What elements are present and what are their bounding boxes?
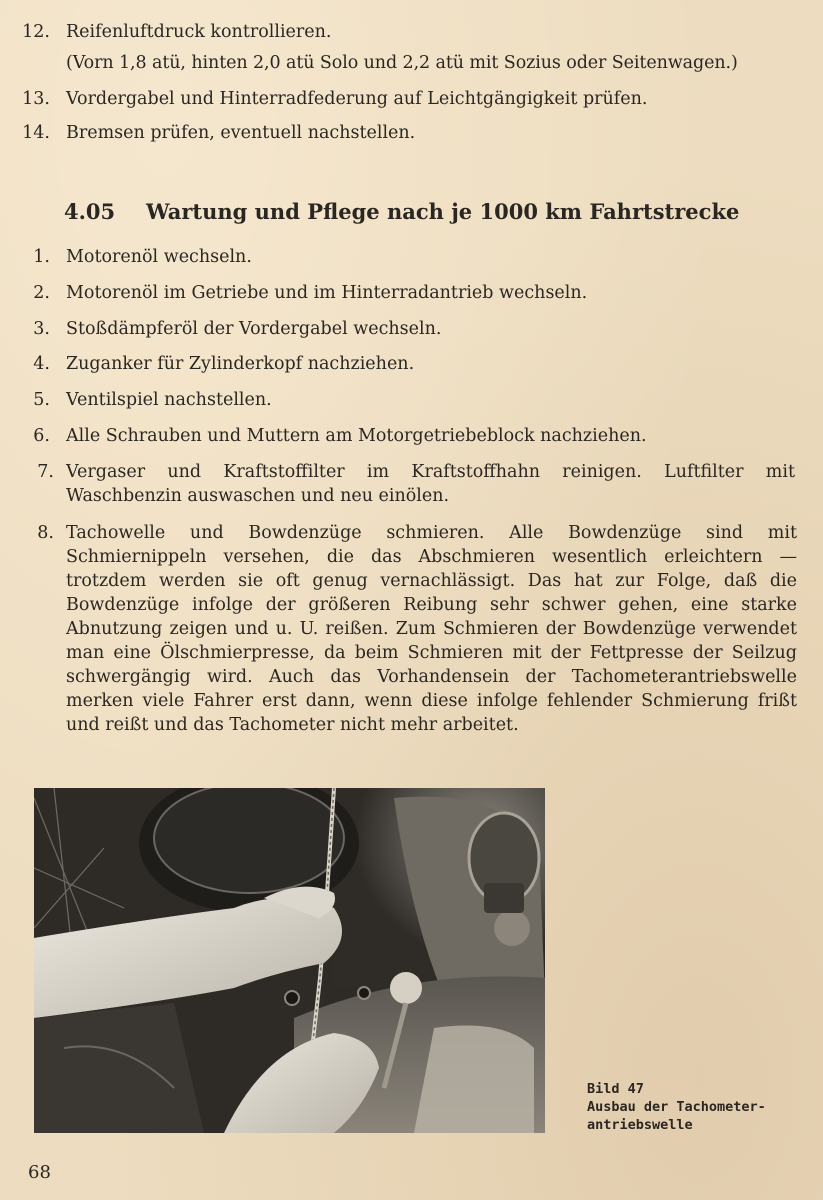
list-text: Ventilspiel nachstellen. xyxy=(66,390,272,410)
photo-image xyxy=(34,788,545,1133)
list-number: 13. xyxy=(22,89,50,109)
list-text: Alle Schrauben und Muttern am Motorgetriebeblock nachziehen. xyxy=(66,426,647,446)
page-number: 68 xyxy=(28,1162,51,1183)
photo-speedometer-cable-removal xyxy=(34,788,545,1133)
list-number: 7. xyxy=(37,462,54,482)
figure-label: Bild 47 xyxy=(587,1081,644,1097)
list-text: Vordergabel und Hinterradfederung auf Leichtgängigkeit prüfen. xyxy=(66,89,648,109)
list-text: Tachowelle und Bowdenzüge schmieren. Alle Bowdenzüge sind mit Schmiernippeln versehen, die das Abschmieren wesentlich erleichtern — trotzdem werden sie oft genug vernachlässigt. Das hat zur Folge, daß die Bowdenzüge infolge der größeren Reibung sehr schwer gehen, eine starke Abnutzung zeigen und u. U. reißen. Zum Schmieren der Bowdenzüge verwendet man eine Ölschmierpresse, da beim Schmieren mit der Fettpresse der Seilzug schwergängig wird. Auch das Vorhandensein der Tachometerantriebswelle merken viele Fahrer erst dann, wenn diese infolge fehlender Schmierung frißt und reißt und das Tachometer nicht mehr arbeitet. xyxy=(66,523,797,735)
section-title: Wartung und Pflege nach je 1000 km Fahrtstrecke xyxy=(146,199,740,224)
list-number: 1. xyxy=(33,247,50,267)
list-text: Bremsen prüfen, eventuell nachstellen. xyxy=(66,123,416,143)
list-text: Motorenöl wechseln. xyxy=(66,247,252,267)
list-text: Zuganker für Zylinderkopf nachziehen. xyxy=(66,354,415,374)
list-number: 6. xyxy=(33,426,50,446)
list-text: Stoßdämpferöl der Vordergabel wechseln. xyxy=(66,319,442,339)
list-number: 5. xyxy=(33,390,50,410)
figure-caption-line-1: Ausbau der Tachometer- xyxy=(587,1099,766,1115)
figure-caption-line-2: antriebswelle xyxy=(587,1117,693,1133)
list-number: 14. xyxy=(22,123,50,143)
list-text: Vergaser und Kraftstoffilter im Kraftstoffhahn reinigen. Luftfilter mit Waschbenzin auswaschen und neu einölen. xyxy=(66,462,795,506)
list-text: Reifenluftdruck kontrollieren. xyxy=(66,22,332,42)
section-number: 4.05 xyxy=(64,199,116,224)
list-text: (Vorn 1,8 atü, hinten 2,0 atü Solo und 2,2 atü mit Sozius oder Seitenwagen.) xyxy=(66,53,738,73)
figure-caption xyxy=(587,1080,787,1134)
list-number: 12. xyxy=(22,22,50,42)
list-number: 4. xyxy=(33,354,50,374)
list-number: 2. xyxy=(33,283,50,303)
list-number: 8. xyxy=(37,523,54,543)
list-text: Motorenöl im Getriebe und im Hinterradantrieb wechseln. xyxy=(66,283,588,303)
list-number: 3. xyxy=(33,319,50,339)
